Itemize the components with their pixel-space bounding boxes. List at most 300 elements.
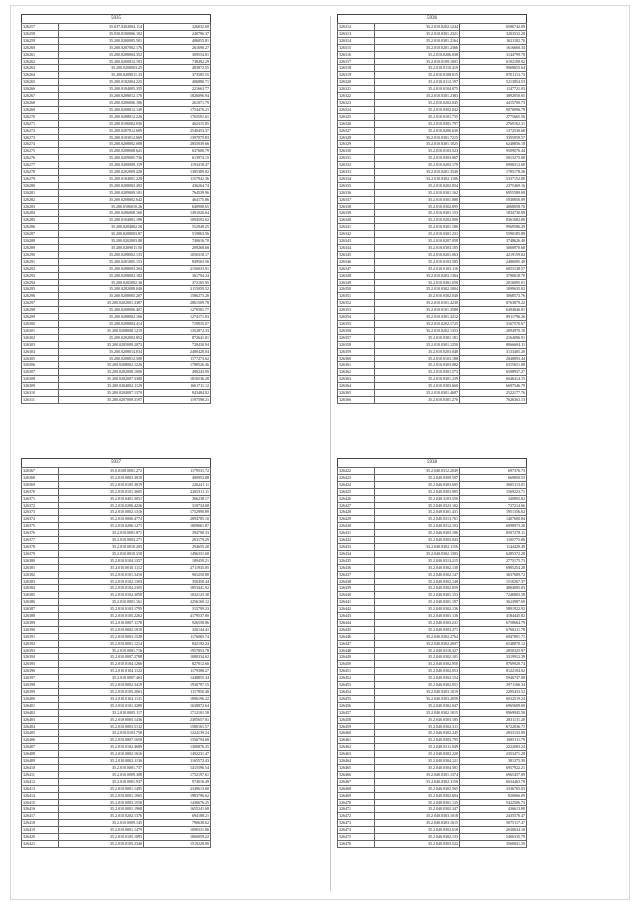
amount-cell: 1356794.68 — [144, 737, 211, 744]
table-row — [338, 251, 527, 258]
amount-cell: 2775175.73 — [460, 557, 527, 564]
amount-cell: 2349613.60 — [144, 785, 211, 792]
cadastral-code-cell: 35.2.010.0001.716 — [59, 647, 144, 654]
amount-cell: 8763879.22 — [460, 300, 527, 307]
cadastral-code-cell: 35.2.010.0206.4226 — [59, 502, 144, 509]
table-row — [338, 279, 527, 286]
row-id-cell: 326349 — [338, 279, 375, 286]
row-id-cell: 326473 — [338, 820, 375, 827]
row-id-cell: 326331 — [338, 155, 375, 162]
row-id-cell: 326475 — [338, 834, 375, 841]
table-row — [338, 702, 527, 709]
amount-cell: 5337152.80 — [460, 175, 527, 182]
table-row — [22, 509, 211, 516]
amount-cell: 309554.81 — [144, 51, 211, 58]
cadastral-code-cell: 35.2.010.0301.797 — [375, 120, 460, 127]
table-row — [338, 51, 527, 58]
row-id-cell: 326276 — [22, 155, 59, 162]
row-id-cell: 326291 — [22, 258, 59, 265]
amount-cell: 4804085.83 — [460, 585, 527, 592]
row-id-cell: 326340 — [338, 217, 375, 224]
amount-cell: 1050318.17 — [144, 251, 211, 258]
table-row — [22, 169, 211, 176]
amount-cell: 3892050.65 — [460, 93, 527, 100]
cadastral-code-cell: 35.2.010.0101.755 — [375, 113, 460, 120]
row-id-cell: 326324 — [338, 106, 375, 113]
amount-cell: 6947891.71 — [460, 633, 527, 640]
cadastral-code-cell: 35.200.0208005.207 — [59, 293, 144, 300]
table-row — [338, 341, 527, 348]
table-row — [22, 196, 211, 203]
row-id-cell: 326332 — [338, 162, 375, 169]
cadastral-code-cell: 35.2.010.0201.3540 — [375, 169, 460, 176]
table-row — [22, 675, 211, 682]
cadastral-code-cell: 35.2.040.0303.1019 — [375, 689, 460, 696]
table-row — [22, 709, 211, 716]
cadastral-code-cell: 35.2.010.0104.075 — [375, 86, 460, 93]
row-id-cell: 326392 — [22, 640, 59, 647]
cadastral-code-cell: 35.2.040.0312.103 — [375, 523, 460, 530]
row-id-cell: 326344 — [338, 245, 375, 252]
row-id-cell: 326338 — [338, 203, 375, 210]
row-id-cell: 326411 — [22, 771, 59, 778]
amount-cell: 3319912.39 — [460, 654, 527, 661]
row-id-cell: 326301 — [22, 327, 59, 334]
cadastral-code-cell: 35.200.0200005.501 — [59, 37, 144, 44]
table-row — [22, 93, 211, 100]
amount-cell: 490243.09 — [144, 369, 211, 376]
cadastral-code-cell: 35.2.010.0301.181 — [375, 334, 460, 341]
amount-cell: 2861509.78 — [144, 300, 211, 307]
amount-cell: 209268.68 — [144, 245, 211, 252]
amount-cell: 340892.02 — [460, 495, 527, 502]
cadastral-code-cell: 35.2.010.0303.105 — [375, 245, 460, 252]
cadastral-code-cell: 35.2.010.0104.1266 — [59, 661, 144, 668]
row-id-cell: 326426 — [338, 495, 375, 502]
amount-cell: 5590185.88 — [460, 231, 527, 238]
amount-cell: 5930856.09 — [460, 196, 527, 203]
table-row — [22, 764, 211, 771]
row-id-cell: 326427 — [338, 502, 375, 509]
table-row — [338, 647, 527, 654]
cadastral-code-cell: 35.2.010.0301.7215 — [375, 134, 460, 141]
cadastral-code-cell: 35.200.0209005.736 — [59, 155, 144, 162]
row-id-cell: 326330 — [338, 148, 375, 155]
table-row — [338, 585, 527, 592]
amount-cell: 1144429.49 — [460, 543, 527, 550]
table-row — [338, 155, 527, 162]
row-id-cell: 326345 — [338, 251, 375, 258]
amount-cell: 2305657.01 — [144, 716, 211, 723]
row-id-cell: 326374 — [22, 516, 59, 523]
cadastral-code-cell: 35.2.010.0301.1025 — [375, 141, 460, 148]
row-id-cell: 326433 — [338, 543, 375, 550]
table-row — [22, 245, 211, 252]
amount-cell: 5891922.92 — [460, 606, 527, 613]
amount-cell: 1754476.21 — [144, 106, 211, 113]
table-row — [22, 771, 211, 778]
cadastral-code-cell: 35.2.040.0301.125 — [375, 799, 460, 806]
cadastral-code-cell: 35.200.0208004.352 — [59, 51, 144, 58]
amount-cell: 1177273.62 — [144, 355, 211, 362]
amount-cell: 5213854.53 — [460, 79, 527, 86]
row-id-cell: 326431 — [338, 530, 375, 537]
cadastral-code-cell: 35.2.040.0304.121 — [375, 758, 460, 765]
row-id-cell: 326341 — [338, 224, 375, 231]
table-row — [22, 744, 211, 751]
cadastral-code-cell: 35.2.010.0301.180 — [375, 224, 460, 231]
amount-cell: 3167570.67 — [460, 320, 527, 327]
row-id-cell: 326258 — [22, 30, 59, 37]
table-row — [22, 127, 211, 134]
row-id-cell: 326451 — [338, 668, 375, 675]
table-row — [22, 65, 211, 72]
table-row — [338, 182, 527, 189]
cadastral-code-cell: 35.2.010.0202.1376 — [59, 813, 144, 820]
amount-cell: 5422506.73 — [460, 799, 527, 806]
table-row — [338, 468, 527, 475]
table-row — [338, 293, 527, 300]
table-row — [22, 327, 211, 334]
table-row — [338, 571, 527, 578]
amount-cell: 1492231.47 — [144, 751, 211, 758]
amount-cell: 4219159.02 — [460, 251, 527, 258]
amount-cell: 2850325.97 — [460, 647, 527, 654]
amount-cell: 2256160.12 — [144, 599, 211, 606]
row-id-cell: 326389 — [22, 619, 59, 626]
amount-cell: 6586742.09 — [460, 24, 527, 31]
amount-cell: 5946747.08 — [460, 675, 527, 682]
table-row — [22, 543, 211, 550]
row-id-cell: 326384 — [22, 585, 59, 592]
cadastral-code-cell: 35.200.0208008.641 — [59, 148, 144, 155]
row-id-cell: 326402 — [22, 709, 59, 716]
row-id-cell: 326403 — [22, 716, 59, 723]
cadastral-code-cell: 35.2.010.0202.1725 — [375, 320, 460, 327]
row-id-cell: 326471 — [338, 806, 375, 813]
amount-cell: 1586273.28 — [144, 293, 211, 300]
table-row — [338, 530, 527, 537]
row-id-cell: 326413 — [22, 785, 59, 792]
table-row — [22, 79, 211, 86]
cadastral-code-cell: 35.200.0208014.034 — [59, 348, 144, 355]
table-row — [338, 695, 527, 702]
row-id-cell: 326355 — [338, 320, 375, 327]
amount-cell: 361794.24 — [144, 272, 211, 279]
row-id-cell: 326369 — [22, 481, 59, 488]
table-row — [22, 258, 211, 265]
cadastral-code-cell: 35.2.040.0303.1018 — [375, 813, 460, 820]
row-id-cell: 326443 — [338, 613, 375, 620]
table-row — [338, 258, 527, 265]
table-row — [22, 668, 211, 675]
cadastral-code-cell: 35.2.010.0207.058 — [375, 238, 460, 245]
row-id-cell: 326315 — [338, 44, 375, 51]
row-id-cell: 326439 — [338, 585, 375, 592]
amount-cell: 1147721.03 — [460, 86, 527, 93]
amount-cell: 3066970.68 — [460, 245, 527, 252]
row-id-cell: 326474 — [338, 827, 375, 834]
amount-cell: 1448855.34 — [144, 675, 211, 682]
cadastral-code-cell: 35.200.0200009.119 — [59, 162, 144, 169]
row-id-cell: 326398 — [22, 682, 59, 689]
table-row — [338, 37, 527, 44]
table-row — [22, 834, 211, 841]
row-id-cell: 326455 — [338, 695, 375, 702]
cadastral-code-cell: 35.2.010.0301.276 — [375, 396, 460, 403]
row-id-cell: 326336 — [338, 189, 375, 196]
cadastral-code-cell: 35.2.040.0302.154 — [375, 675, 460, 682]
table-row — [22, 468, 211, 475]
row-id-cell: 326287 — [22, 231, 59, 238]
amount-cell: 7626363.13 — [460, 396, 527, 403]
cadastral-code-cell: 35.2.010.0301.239 — [375, 376, 460, 383]
row-id-cell: 326397 — [22, 675, 59, 682]
table-row — [338, 668, 527, 675]
row-id-cell: 326425 — [338, 488, 375, 495]
amount-cell: 406880.71 — [144, 79, 211, 86]
amount-cell: 872641.81 — [144, 334, 211, 341]
row-id-cell: 326446 — [338, 633, 375, 640]
amount-cell: 669850.53 — [460, 474, 527, 481]
amount-cell: 406055.81 — [144, 37, 211, 44]
row-id-cell: 326376 — [22, 530, 59, 537]
table-row — [22, 24, 211, 31]
table-row — [22, 320, 211, 327]
row-id-cell: 326300 — [22, 320, 59, 327]
table-row — [338, 175, 527, 182]
table-row — [22, 58, 211, 65]
table-row — [338, 689, 527, 696]
row-id-cell: 326395 — [22, 661, 59, 668]
table-row — [22, 695, 211, 702]
cadastral-code-cell: 35.200.0102004.225 — [59, 79, 144, 86]
table-row — [22, 502, 211, 509]
row-id-cell: 326285 — [22, 217, 59, 224]
cadastral-code-cell: 35.2.010.0102.3058 — [59, 592, 144, 599]
table-row — [338, 495, 527, 502]
amount-cell: 6102100.92 — [460, 58, 527, 65]
cadastral-code-cell: 35.200.0202003.88 — [59, 238, 144, 245]
row-id-cell: 326469 — [338, 792, 375, 799]
cadastral-code-cell: 35.2.040.0302.1156 — [375, 778, 460, 785]
cadastral-code-cell: 35.2.010.0202.000 — [375, 217, 460, 224]
table-row — [22, 571, 211, 578]
cadastral-code-cell: 35.2.010.0007.463 — [59, 675, 144, 682]
table-row — [338, 203, 527, 210]
row-id-cell: 326442 — [338, 606, 375, 613]
table-row — [338, 640, 527, 647]
amount-cell: 221663.77 — [144, 86, 211, 93]
table-row — [338, 396, 527, 403]
table-row — [338, 217, 527, 224]
amount-cell: 1510267.37 — [460, 578, 527, 585]
table-row — [22, 217, 211, 224]
cadastral-code-cell: 35.200.0208008.1219 — [59, 327, 144, 334]
row-id-cell: 326407 — [22, 744, 59, 751]
row-id-cell: 326429 — [338, 516, 375, 523]
row-id-cell: 326452 — [338, 675, 375, 682]
row-id-cell: 326297 — [22, 300, 59, 307]
amount-cell: 6494846.81 — [460, 307, 527, 314]
table-row — [22, 141, 211, 148]
amount-cell: 6955589.69 — [460, 189, 527, 196]
table-row — [22, 633, 211, 640]
table-row — [22, 537, 211, 544]
row-id-cell: 326293 — [22, 272, 59, 279]
table-row — [22, 557, 211, 564]
row-id-cell: 326415 — [22, 799, 59, 806]
row-id-cell: 326364 — [338, 383, 375, 390]
amount-cell: 1436676.25 — [144, 799, 211, 806]
amount-cell: 2030634.10 — [460, 827, 527, 834]
row-id-cell: 326444 — [338, 619, 375, 626]
amount-cell: 1809661.87 — [144, 523, 211, 530]
cadastral-code-cell: 35.2.010.0102.4689 — [59, 744, 144, 751]
row-id-cell: 326273 — [22, 134, 59, 141]
amount-cell: 2375469.16 — [460, 182, 527, 189]
table-row — [22, 44, 211, 51]
amount-cell: 1176065.74 — [144, 633, 211, 640]
row-id-cell: 326302 — [22, 334, 59, 341]
amount-cell: 326032.69 — [144, 24, 211, 31]
table-row — [338, 231, 527, 238]
amount-cell: 740616.70 — [144, 238, 211, 245]
row-id-cell: 326310 — [22, 390, 59, 397]
cadastral-code-cell: 35.200.0202009.428 — [59, 169, 144, 176]
row-id-cell: 326424 — [338, 481, 375, 488]
cadastral-code-cell: 35.2.010.0103.188 — [375, 355, 460, 362]
row-id-cell: 326379 — [22, 550, 59, 557]
table-row — [22, 203, 211, 210]
amount-cell: 436613.80 — [460, 806, 527, 813]
table-row — [338, 730, 527, 737]
cadastral-code-cell: 35.2.010.0104.1357 — [59, 557, 144, 564]
row-id-cell: 326262 — [22, 58, 59, 65]
amount-cell: 1179531.72 — [144, 468, 211, 475]
row-id-cell: 326263 — [22, 65, 59, 72]
amount-cell: 2769162.31 — [460, 120, 527, 127]
cadastral-code-cell: 35.2.010.0301.162 — [375, 189, 460, 196]
cadastral-code-cell: 35.2.040.0303.271 — [375, 626, 460, 633]
cadastral-code-cell: 35.2.040.0304.581 — [375, 764, 460, 771]
row-id-cell: 326318 — [338, 65, 375, 72]
row-id-cell: 326366 — [338, 396, 375, 403]
row-id-cell: 326270 — [22, 113, 59, 120]
row-id-cell: 326327 — [338, 127, 375, 134]
row-id-cell: 326357 — [338, 334, 375, 341]
cadastral-code-cell: 35.200.0202002.30 — [59, 279, 144, 286]
row-id-cell: 326334 — [338, 175, 375, 182]
table-row — [22, 716, 211, 723]
amount-cell: 1496331.68 — [144, 550, 211, 557]
amount-cell: 1788526.46 — [144, 362, 211, 369]
amount-cell: 5075117.47 — [460, 820, 527, 827]
amount-cell: 2894785.10 — [144, 516, 211, 523]
row-id-cell: 326386 — [22, 599, 59, 606]
table-row — [22, 820, 211, 827]
table-row — [338, 348, 527, 355]
table-row — [338, 224, 527, 231]
row-id-cell: 326295 — [22, 286, 59, 293]
cadastral-code-cell: 35.2.010.0301.2164 — [375, 37, 460, 44]
row-id-cell: 326348 — [338, 272, 375, 279]
cadastral-code-cell: 35.2.040.0303.795 — [375, 737, 460, 744]
amount-cell: 3637689.72 — [460, 571, 527, 578]
amount-cell: 1580161.57 — [144, 723, 211, 730]
cadastral-code-cell: 35.200.0208003.87 — [59, 231, 144, 238]
amount-cell: 1853441.92 — [144, 585, 211, 592]
row-id-cell: 326382 — [22, 571, 59, 578]
amount-cell: 1157942.36 — [144, 175, 211, 182]
amount-cell: 926558.86 — [144, 619, 211, 626]
table-row — [22, 251, 211, 258]
table-row — [338, 93, 527, 100]
row-id-cell: 326459 — [338, 723, 375, 730]
cadastral-code-cell: 35.2.040.0323.102 — [375, 502, 460, 509]
cadastral-code-cell: 35.2.010.0002.1616 — [59, 751, 144, 758]
table-row — [22, 613, 211, 620]
cadastral-code-cell: 35.2.010.0001.1065 — [59, 792, 144, 799]
table-row — [338, 162, 527, 169]
cadastral-code-cell: 35.2.010.0301.2383 — [375, 93, 460, 100]
cadastral-code-cell: 35.2.010.0302.042 — [375, 106, 460, 113]
cadastral-code-cell: 35.2.010.0007.1178 — [59, 619, 144, 626]
cadastral-code-cell: 35.2.040.0302.2697 — [375, 640, 460, 647]
table-row — [22, 341, 211, 348]
amount-cell: 1117850.48 — [144, 689, 211, 696]
amount-cell: 1099635.02 — [460, 286, 527, 293]
row-id-cell: 326421 — [22, 840, 59, 847]
cadastral-code-cell: 35.2.040.0313.761 — [375, 516, 460, 523]
table-row — [338, 751, 527, 758]
row-id-cell: 326432 — [338, 537, 375, 544]
table-row — [22, 307, 211, 314]
amount-cell: 6098973.26 — [460, 523, 527, 530]
row-id-cell: 326375 — [22, 523, 59, 530]
amount-cell: 2222083.24 — [460, 744, 527, 751]
cadastral-code-cell: 35.200.0208003.304 — [59, 265, 144, 272]
amount-cell: 263179.29 — [144, 537, 211, 544]
row-id-cell: 326370 — [22, 488, 59, 495]
row-id-cell: 326399 — [22, 689, 59, 696]
amount-cell: 1765591.61 — [144, 113, 211, 120]
row-id-cell: 326312 — [338, 24, 375, 31]
cadastral-code-cell: 35.2.010.0109.1001 — [375, 58, 460, 65]
cadastral-code-cell: 35.2.040.0302.1156 — [375, 543, 460, 550]
row-id-cell: 326278 — [22, 169, 59, 176]
cadastral-code-cell: 35.2.010.0105.2262 — [59, 613, 144, 620]
row-id-cell: 326430 — [338, 523, 375, 530]
table-row — [22, 182, 211, 189]
cadastral-code-cell: 35.2.010.0103.1795 — [59, 606, 144, 613]
amount-cell: 3144799.70 — [460, 51, 527, 58]
amount-cell: 3005113.01 — [460, 481, 527, 488]
table-row — [22, 702, 211, 709]
table-row — [338, 675, 527, 682]
row-id-cell: 326269 — [22, 106, 59, 113]
table-row — [338, 238, 527, 245]
table-row — [22, 792, 211, 799]
cadastral-code-cell: 35.200.0202001.3387 — [59, 300, 144, 307]
row-id-cell: 326275 — [22, 148, 59, 155]
table-row — [22, 72, 211, 79]
amount-cell: 3623987.69 — [460, 599, 527, 606]
cadastral-code-cell: 35.2.010.0010.318 — [59, 550, 144, 557]
amount-cell: 2486095.49 — [460, 258, 527, 265]
cadastral-code-cell: 35.2.010.0006.4774 — [59, 516, 144, 523]
row-id-cell: 326311 — [22, 396, 59, 403]
